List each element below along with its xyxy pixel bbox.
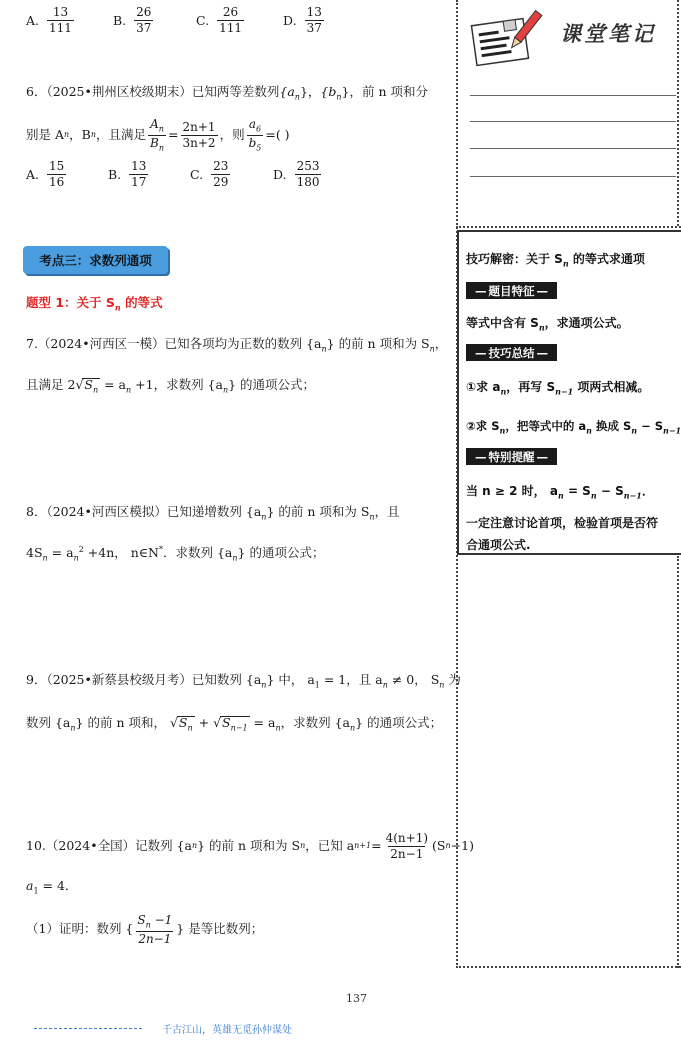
option-d: D. $\frac{253}{180}$	[273, 159, 320, 189]
q7-line1: 7.（2024•河西区一模）已知各项均为正数的数列 $\{a_n\}$ 的前 n 项和为 $S_n$，	[26, 336, 448, 354]
notes-border-footer	[456, 966, 681, 968]
q10-line2: $a_1 = 4$．	[26, 878, 78, 896]
q6-line2: 别是 A n ，B n ，且满足 $\frac{A_n}{B_n}$ = $\frac{2n+1}{3n+2}$ ，则 $\frac{a_6}{b_5}$ =( )	[26, 117, 290, 153]
q6-line1: 6．（2025•荆州区校级期末）已知两等差数列$\{a_n\}$，$\{b_n\}$，前 n 项和分	[26, 84, 428, 102]
ratio-fraction: $\frac{A_n}{B_n}$	[150, 117, 165, 153]
q8-line2: $4S_n = a_n^2 +4n$， n∈N*．求数列 $\{a_n\}$ 的通项公式；	[26, 545, 325, 563]
tips-features: 等式中含有 $S_n$，求通项公式。	[466, 316, 629, 333]
option-a: A. $\frac{15}{16}$	[26, 159, 65, 189]
notes-border-right	[677, 0, 679, 226]
note-line	[470, 121, 676, 122]
q8-line1: 8．（2024•河西区模拟）已知递增数列 $\{a_n\}$ 的前 n 项和为 $S_n$，且	[26, 504, 400, 522]
q5-options	[26, 6, 326, 34]
q10-line1: 10.（2024•全国）记数列 {a n } 的前 n 项和为 S n ，已知 a n+1 = $\frac{4(n+1)}{2n-1}$ (S n −1)	[26, 831, 474, 861]
type-title: 题型 1：关于 $S_n$ 的等式	[26, 295, 163, 313]
tag-reminder: — 特别提醒 —	[466, 448, 557, 465]
option-d: D. $\frac{13}{37}$	[283, 5, 322, 35]
tips-step1: ①求 $a_n$，再写 $S_{n-1}$ 项两式相减。	[466, 380, 650, 397]
notepad-pencil-icon	[470, 8, 546, 68]
note-line	[470, 148, 676, 149]
section-banner: 考点三：求数列通项	[23, 246, 168, 274]
tips-reminder1: 当 n ≥ 2 时， $a_n = S_n - S_{n-1}$．	[466, 484, 654, 501]
footer-motto: 千古江山，英雄无觅孙仲谋处	[162, 1025, 292, 1036]
note-line	[470, 176, 676, 177]
q10-part1: （1）证明：数列 { $\frac{S_n -1}{2n-1}$ } 是等比数列；	[26, 913, 264, 946]
notes-border-right-lower	[677, 556, 679, 968]
footer-rule	[34, 1028, 142, 1029]
tips-step2: ②求 $S_n$，把等式中的 $a_n$ 换成 $S_n - S_{n-1}$	[466, 419, 681, 436]
option-b: B. $\frac{26}{37}$	[113, 5, 152, 35]
option-c: C. $\frac{26}{111}$	[196, 5, 242, 35]
tips-reminder2: 一定注意讨论首项，检验首项是否符	[466, 516, 659, 530]
tag-summary: — 技巧总结 —	[466, 344, 557, 361]
q6-options	[26, 160, 323, 188]
notes-border-bottom	[456, 226, 681, 228]
tag-features: — 题目特征 —	[466, 282, 557, 299]
q9-line2: 数列 $\{a_n\}$ 的前 n 项和， $√S_n + √S_{n-1} = a_n$，求数列 $\{a_n\}$ 的通项公式；	[26, 715, 443, 733]
q7-line2: 且满足 $2√S_n = a_n +1$，求数列 $\{a_n\}$ 的通项公式；	[26, 377, 316, 395]
option-b: B. $\frac{13}{17}$	[108, 159, 147, 189]
q9-line1: 9．（2025•新蔡县校级月考）已知数列 $\{a_n\}$ 中， $a_1 = 1$，且 $a_n \ne 0$， $S_n$ 为	[26, 672, 461, 690]
tips-title: 技巧解密：关于 $S_n$ 的等式求通项	[466, 252, 645, 269]
option-c: C. $\frac{23}{29}$	[190, 159, 229, 189]
tips-reminder3: 合通项公式.	[466, 538, 531, 552]
page-number: 137	[346, 992, 367, 1005]
notes-title: 课堂笔记	[560, 21, 656, 46]
note-line	[470, 95, 676, 96]
option-a: A. $\frac{13}{111}$	[26, 5, 72, 35]
